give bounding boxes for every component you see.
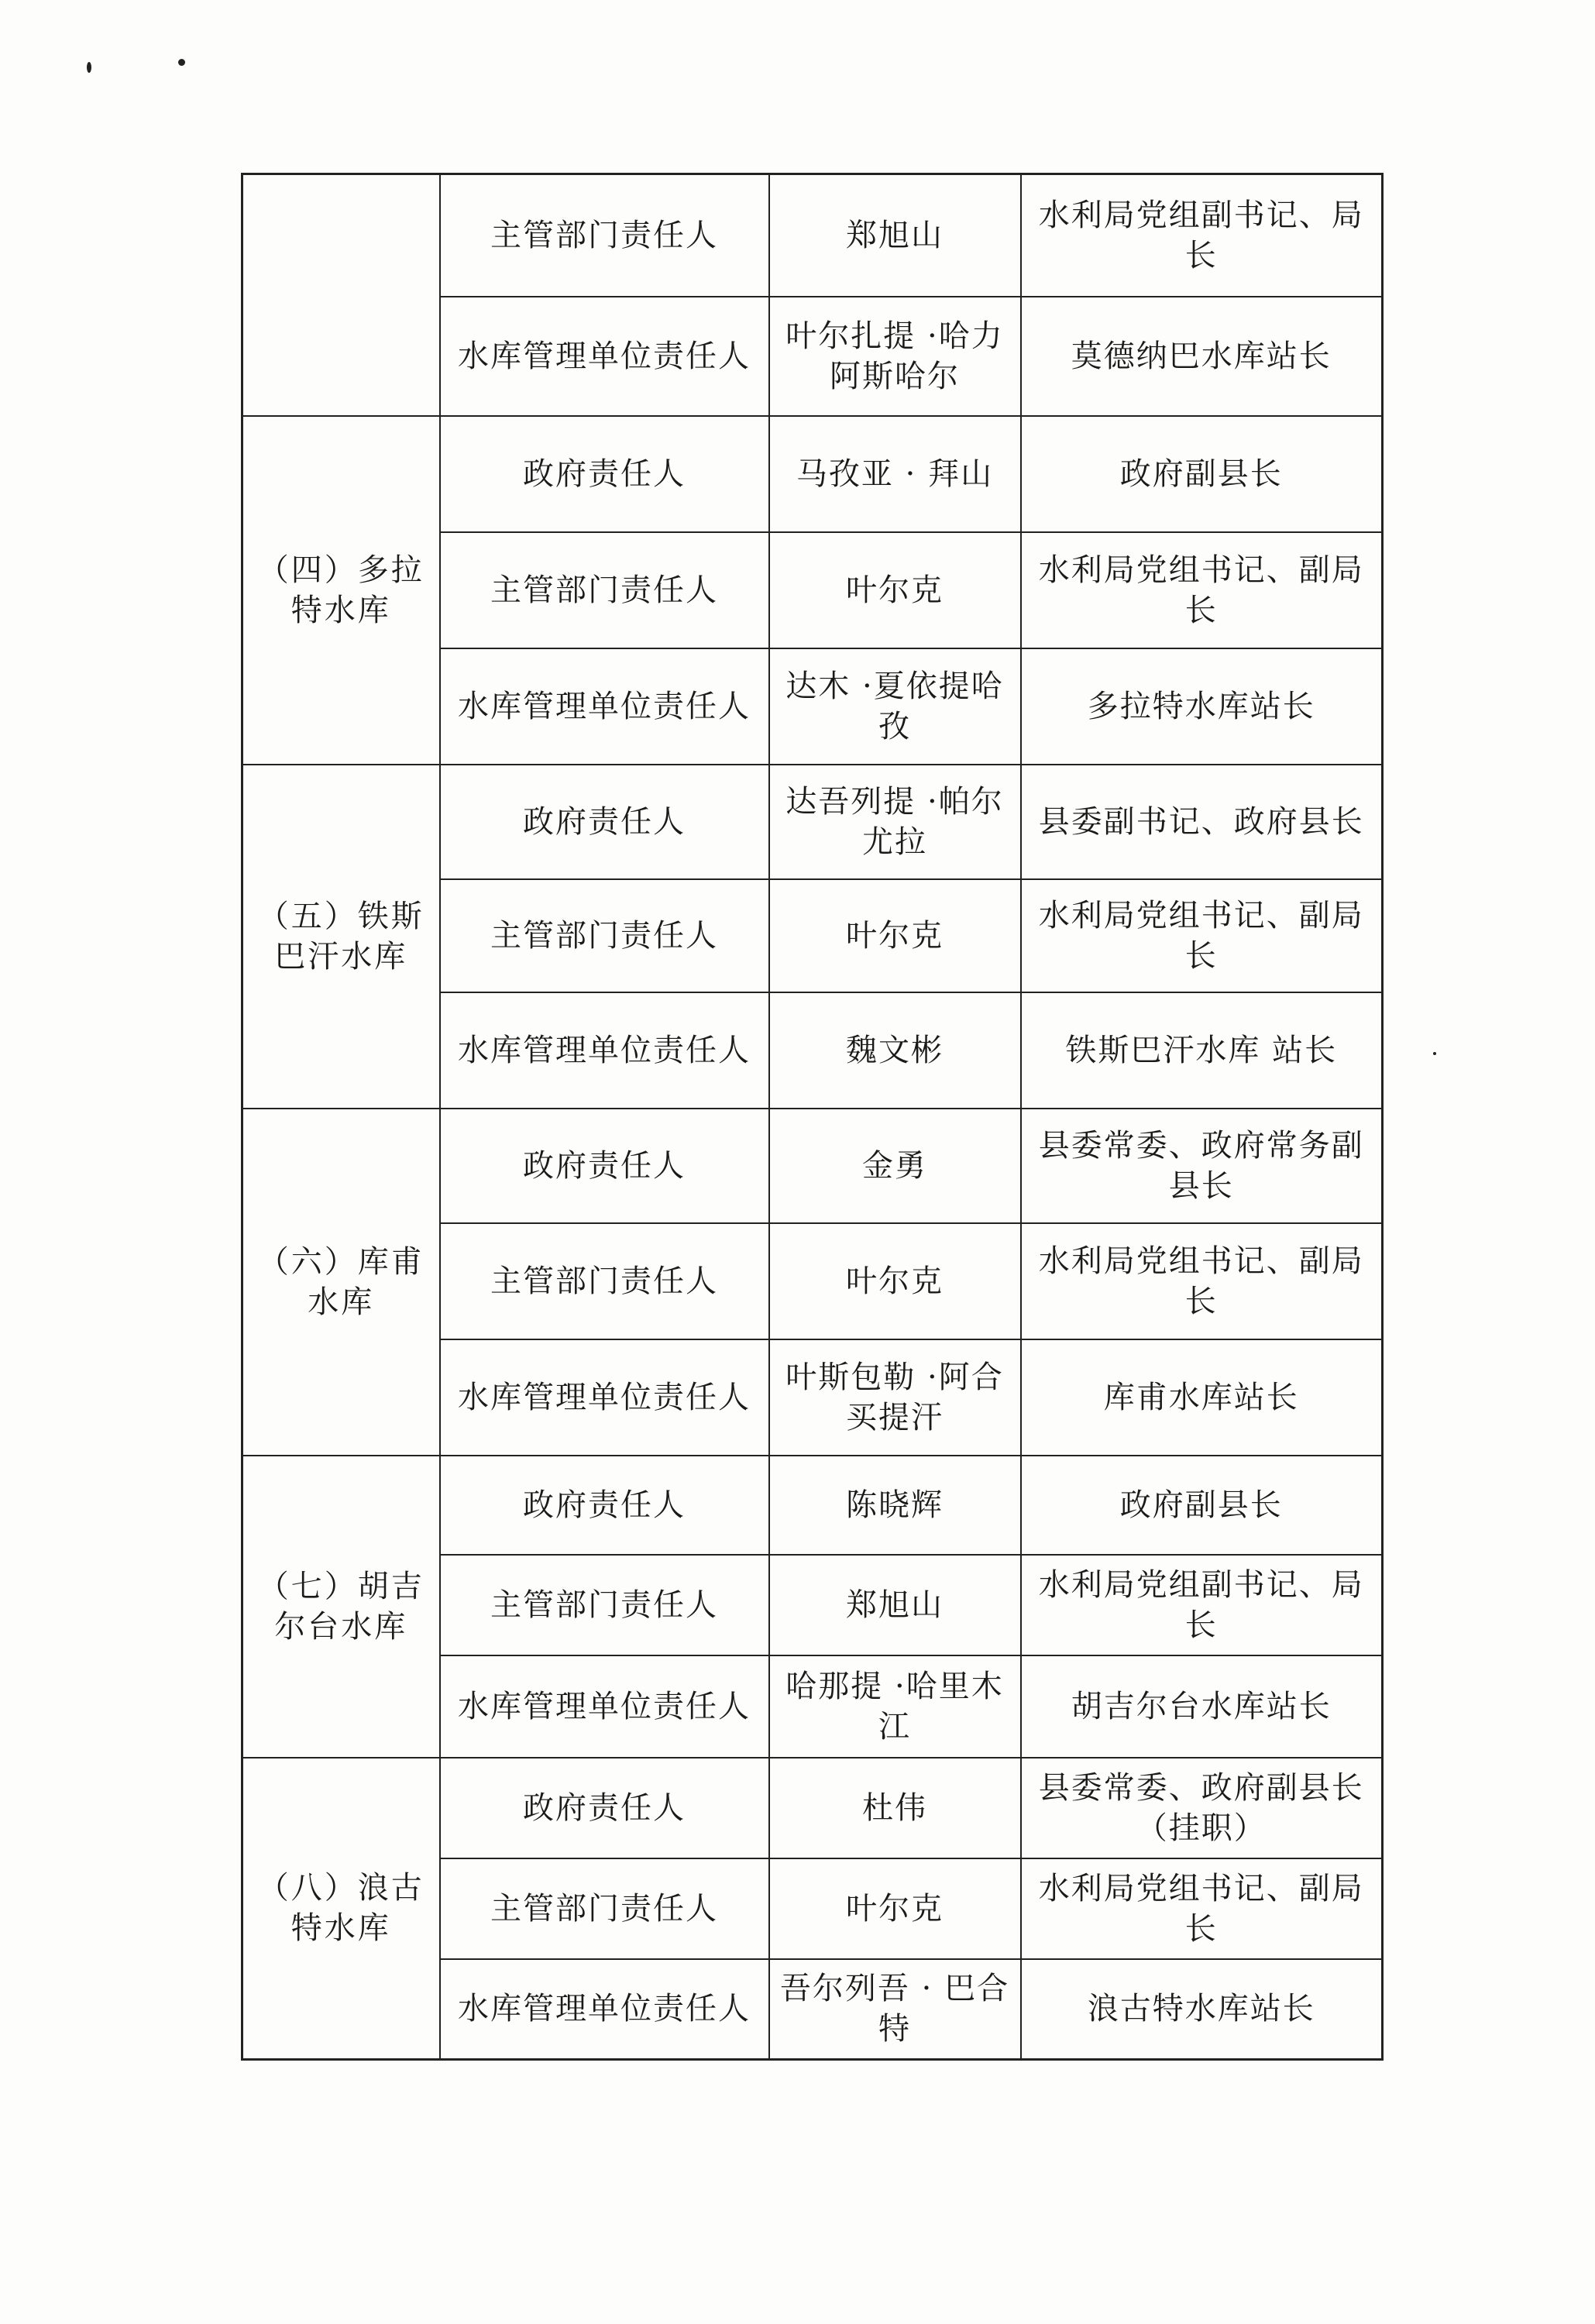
person-cell: 叶斯包勒 ·阿合买提汗 [769, 1339, 1021, 1456]
title-cell: 铁斯巴汗水库 站长 [1021, 992, 1383, 1109]
role-cell: 政府责任人 [440, 765, 769, 879]
title-cell: 县委常委、政府常务副县长 [1021, 1109, 1383, 1223]
person-cell: 达木 ·夏依提哈孜 [769, 648, 1021, 765]
person-cell: 叶尔克 [769, 1858, 1021, 1959]
person-cell: 哈那提 ·哈里木江 [769, 1655, 1021, 1758]
title-cell: 胡吉尔台水库站长 [1021, 1655, 1383, 1758]
reservoir-name-cell: （七）胡吉尔台水库 [242, 1456, 440, 1758]
person-cell: 金勇 [769, 1109, 1021, 1223]
title-cell: 县委常委、政府副县长（挂职） [1021, 1758, 1383, 1858]
person-cell: 叶尔克 [769, 532, 1021, 648]
role-cell: 水库管理单位责任人 [440, 297, 769, 416]
title-cell: 莫德纳巴水库站长 [1021, 297, 1383, 416]
person-cell: 达吾列提 ·帕尔尤拉 [769, 765, 1021, 879]
role-cell: 主管部门责任人 [440, 532, 769, 648]
table-row [242, 765, 1383, 879]
table-row [242, 416, 1383, 532]
role-cell: 主管部门责任人 [440, 1555, 769, 1655]
table-row [242, 1758, 1383, 1858]
reservoir-name-cell: （六）库甫水库 [242, 1109, 440, 1456]
reservoir-name-cell [242, 174, 440, 416]
title-cell: 水利局党组书记、副局长 [1021, 532, 1383, 648]
person-cell: 马孜亚 · 拜山 [769, 416, 1021, 532]
role-cell: 政府责任人 [440, 1758, 769, 1858]
responsibility-table-wrapper [241, 173, 1381, 2061]
role-cell: 政府责任人 [440, 416, 769, 532]
title-cell: 水利局党组书记、副局长 [1021, 1223, 1383, 1339]
person-cell: 郑旭山 [769, 1555, 1021, 1655]
role-cell: 水库管理单位责任人 [440, 1959, 769, 2060]
title-cell: 水利局党组书记、副局长 [1021, 879, 1383, 992]
reservoir-name-cell: （八）浪古特水库 [242, 1758, 440, 2060]
role-cell: 政府责任人 [440, 1456, 769, 1555]
table-row [242, 1456, 1383, 1555]
table-row [242, 174, 1383, 297]
person-cell: 郑旭山 [769, 174, 1021, 297]
person-cell: 魏文彬 [769, 992, 1021, 1109]
reservoir-name-cell: （四）多拉特水库 [242, 416, 440, 765]
scan-speck [178, 59, 185, 66]
title-cell: 水利局党组副书记、局长 [1021, 1555, 1383, 1655]
role-cell: 政府责任人 [440, 1109, 769, 1223]
title-cell: 多拉特水库站长 [1021, 648, 1383, 765]
role-cell: 主管部门责任人 [440, 174, 769, 297]
scan-speck [1433, 1052, 1436, 1055]
role-cell: 水库管理单位责任人 [440, 1655, 769, 1758]
role-cell: 主管部门责任人 [440, 879, 769, 992]
title-cell: 县委副书记、政府县长 [1021, 765, 1383, 879]
reservoir-responsibility-table [241, 173, 1384, 2061]
title-cell: 水利局党组副书记、局长 [1021, 174, 1383, 297]
person-cell: 陈晓辉 [769, 1456, 1021, 1555]
title-cell: 浪古特水库站长 [1021, 1959, 1383, 2060]
title-cell: 政府副县长 [1021, 416, 1383, 532]
person-cell: 叶尔克 [769, 1223, 1021, 1339]
person-cell: 吾尔列吾 · 巴合特 [769, 1959, 1021, 2060]
role-cell: 水库管理单位责任人 [440, 992, 769, 1109]
role-cell: 水库管理单位责任人 [440, 648, 769, 765]
table-row [242, 1109, 1383, 1223]
title-cell: 库甫水库站长 [1021, 1339, 1383, 1456]
role-cell: 主管部门责任人 [440, 1223, 769, 1339]
title-cell: 政府副县长 [1021, 1456, 1383, 1555]
reservoir-name-cell: （五）铁斯巴汗水库 [242, 765, 440, 1109]
role-cell: 水库管理单位责任人 [440, 1339, 769, 1456]
role-cell: 主管部门责任人 [440, 1858, 769, 1959]
title-cell: 水利局党组书记、副局长 [1021, 1858, 1383, 1959]
scan-speck [87, 62, 91, 73]
person-cell: 杜伟 [769, 1758, 1021, 1858]
person-cell: 叶尔克 [769, 879, 1021, 992]
person-cell: 叶尔扎提 ·哈力阿斯哈尔 [769, 297, 1021, 416]
